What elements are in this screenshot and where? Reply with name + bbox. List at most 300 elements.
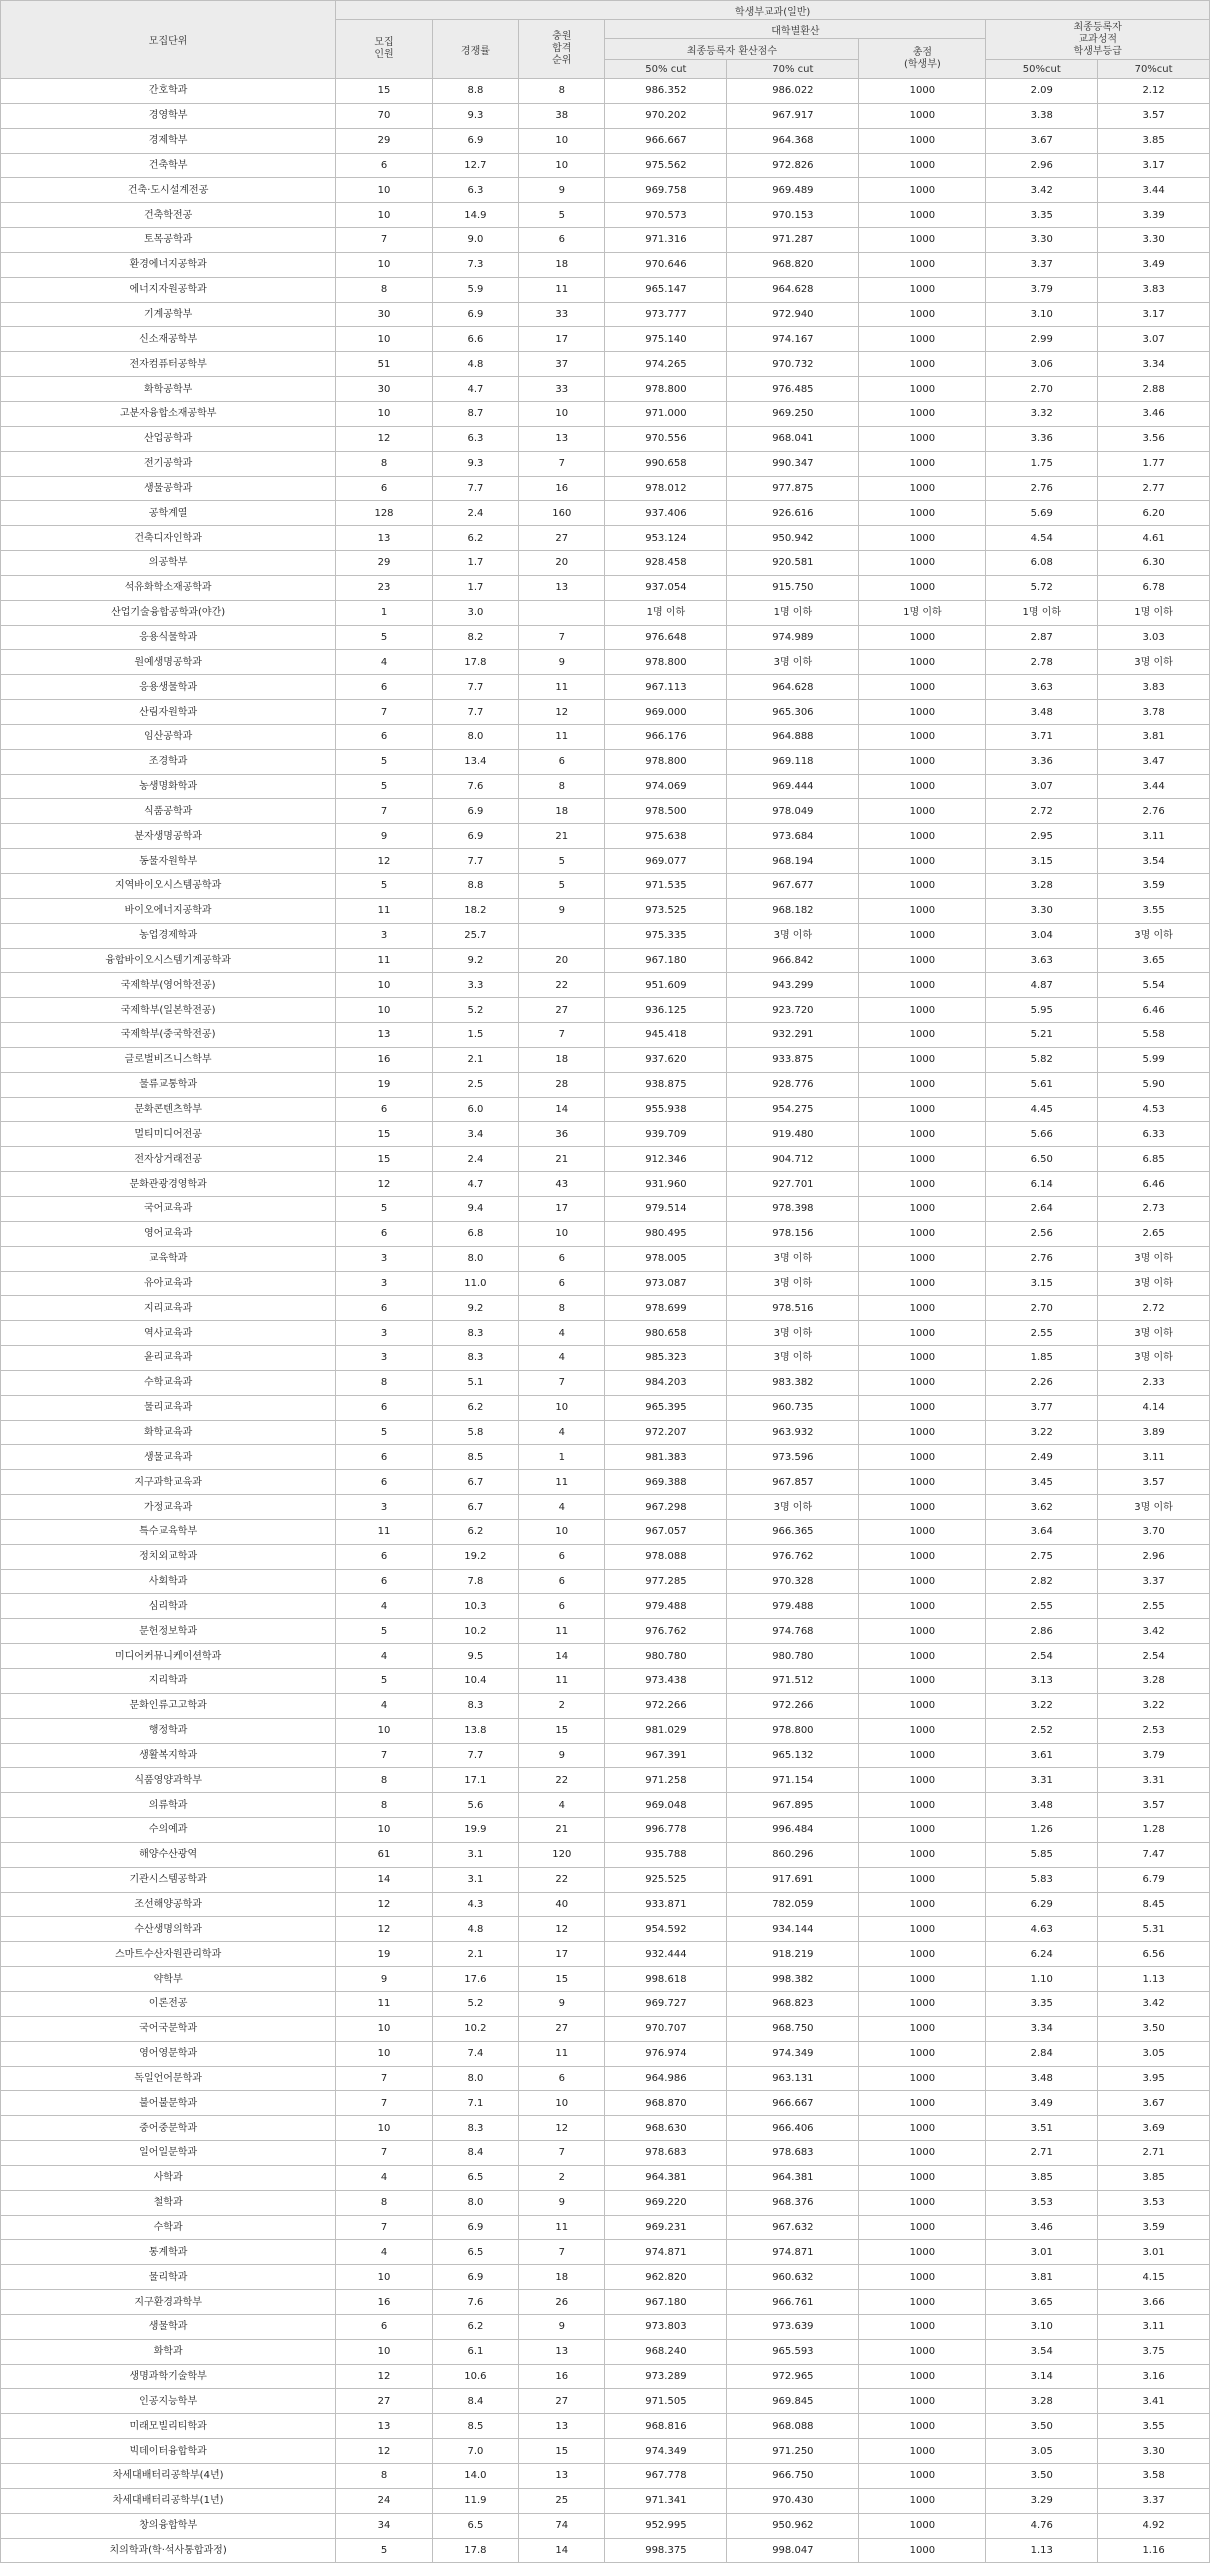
cell-quota: 15 bbox=[336, 79, 433, 104]
cell-grade50: 2.96 bbox=[986, 153, 1098, 178]
table-row bbox=[1, 2066, 1210, 2091]
cell-rank: 4 bbox=[519, 1495, 605, 1520]
cell-cut50: 945.418 bbox=[605, 1023, 727, 1048]
cell-grade50: 1.26 bbox=[986, 1818, 1098, 1843]
cell-unit: 빅데이터융합학과 bbox=[1, 2439, 336, 2464]
cell-quota: 11 bbox=[336, 1519, 433, 1544]
cell-cut70: 971.287 bbox=[727, 228, 859, 253]
cell-competition: 11.0 bbox=[432, 1271, 518, 1296]
cell-grade70: 4.15 bbox=[1098, 2265, 1210, 2290]
cell-rank: 21 bbox=[519, 824, 605, 849]
cell-grade70: 6.46 bbox=[1098, 1172, 1210, 1197]
cell-unit: 일어일문학과 bbox=[1, 2141, 336, 2166]
table-row bbox=[1, 1842, 1210, 1867]
cell-quota: 7 bbox=[336, 799, 433, 824]
cell-cut70: 966.406 bbox=[727, 2116, 859, 2141]
cell-quota: 30 bbox=[336, 377, 433, 402]
cell-total: 1000 bbox=[859, 302, 986, 327]
cell-unit: 식품공학과 bbox=[1, 799, 336, 824]
cell-total: 1000 bbox=[859, 1942, 986, 1967]
cell-grade50: 3.13 bbox=[986, 1669, 1098, 1694]
cell-grade50: 3.48 bbox=[986, 2066, 1098, 2091]
cell-competition: 13.8 bbox=[432, 1718, 518, 1743]
cell-grade50: 3.32 bbox=[986, 401, 1098, 426]
cell-cut70: 966.750 bbox=[727, 2464, 859, 2489]
cell-grade70: 3.57 bbox=[1098, 103, 1210, 128]
cell-grade70: 3.34 bbox=[1098, 352, 1210, 377]
cell-cut70: 967.677 bbox=[727, 874, 859, 899]
cell-rank: 27 bbox=[519, 2016, 605, 2041]
cell-grade50: 3.53 bbox=[986, 2190, 1098, 2215]
cell-cut50: 973.777 bbox=[605, 302, 727, 327]
cell-grade50: 3.30 bbox=[986, 898, 1098, 923]
cell-competition: 2.4 bbox=[432, 501, 518, 526]
cell-rank: 7 bbox=[519, 2240, 605, 2265]
cell-total: 1000 bbox=[859, 526, 986, 551]
cell-rank: 160 bbox=[519, 501, 605, 526]
cell-rank: 10 bbox=[519, 2091, 605, 2116]
cell-grade50: 2.70 bbox=[986, 377, 1098, 402]
cell-rank: 1 bbox=[519, 1445, 605, 1470]
cell-unit: 임산공학과 bbox=[1, 724, 336, 749]
cell-grade70: 3.83 bbox=[1098, 277, 1210, 302]
cell-competition: 17.8 bbox=[432, 2538, 518, 2563]
cell-competition: 19.9 bbox=[432, 1818, 518, 1843]
cell-cut50: 971.316 bbox=[605, 228, 727, 253]
cell-cut50: 972.266 bbox=[605, 1693, 727, 1718]
cell-cut50: 986.352 bbox=[605, 79, 727, 104]
cell-rank: 6 bbox=[519, 228, 605, 253]
cell-grade50: 3.65 bbox=[986, 2290, 1098, 2315]
cell-cut70: 979.488 bbox=[727, 1594, 859, 1619]
cell-grade70: 2.54 bbox=[1098, 1644, 1210, 1669]
table-row bbox=[1, 2488, 1210, 2513]
cell-cut50: 937.406 bbox=[605, 501, 727, 526]
cell-rank: 22 bbox=[519, 973, 605, 998]
cell-quota: 6 bbox=[336, 724, 433, 749]
cell-unit: 지리교육과 bbox=[1, 1296, 336, 1321]
header-conversion-group: 대학별환산 bbox=[605, 20, 986, 39]
cell-grade70: 3.03 bbox=[1098, 625, 1210, 650]
cell-competition: 9.0 bbox=[432, 228, 518, 253]
cell-grade70: 3.55 bbox=[1098, 898, 1210, 923]
cell-quota: 12 bbox=[336, 426, 433, 451]
cell-competition: 6.9 bbox=[432, 128, 518, 153]
header-cut70: 70% cut bbox=[727, 60, 859, 79]
cell-competition: 8.0 bbox=[432, 2190, 518, 2215]
cell-grade50: 2.55 bbox=[986, 1321, 1098, 1346]
table-row bbox=[1, 1172, 1210, 1197]
cell-grade50: 2.64 bbox=[986, 1196, 1098, 1221]
cell-unit: 응용식물학과 bbox=[1, 625, 336, 650]
cell-total: 1000 bbox=[859, 1917, 986, 1942]
cell-unit: 멀티미디어전공 bbox=[1, 1122, 336, 1147]
cell-total: 1000 bbox=[859, 1370, 986, 1395]
cell-cut50: 985.323 bbox=[605, 1346, 727, 1371]
cell-rank: 9 bbox=[519, 650, 605, 675]
cell-grade50: 3.48 bbox=[986, 700, 1098, 725]
cell-cut50: 962.820 bbox=[605, 2265, 727, 2290]
cell-cut70: 934.144 bbox=[727, 1917, 859, 1942]
cell-total: 1000 bbox=[859, 501, 986, 526]
cell-cut70: 969.444 bbox=[727, 774, 859, 799]
table-row bbox=[1, 1221, 1210, 1246]
cell-cut50: 978.088 bbox=[605, 1544, 727, 1569]
cell-competition: 9.2 bbox=[432, 948, 518, 973]
cell-grade50: 5.83 bbox=[986, 1867, 1098, 1892]
cell-unit: 행정학과 bbox=[1, 1718, 336, 1743]
table-row bbox=[1, 700, 1210, 725]
cell-cut70: 998.047 bbox=[727, 2538, 859, 2563]
cell-quota: 128 bbox=[336, 501, 433, 526]
cell-cut50: 912.346 bbox=[605, 1147, 727, 1172]
cell-cut50: 975.638 bbox=[605, 824, 727, 849]
table-row bbox=[1, 1346, 1210, 1371]
cell-rank: 33 bbox=[519, 302, 605, 327]
cell-rank: 18 bbox=[519, 799, 605, 824]
cell-cut70: 978.398 bbox=[727, 1196, 859, 1221]
cell-competition: 8.8 bbox=[432, 874, 518, 899]
cell-rank: 5 bbox=[519, 874, 605, 899]
table-row bbox=[1, 203, 1210, 228]
cell-rank: 2 bbox=[519, 2165, 605, 2190]
cell-rank: 17 bbox=[519, 327, 605, 352]
cell-grade50: 3.50 bbox=[986, 2414, 1098, 2439]
cell-total: 1000 bbox=[859, 252, 986, 277]
cell-cut50: 973.803 bbox=[605, 2314, 727, 2339]
cell-quota: 12 bbox=[336, 2364, 433, 2389]
cell-cut70: 964.628 bbox=[727, 277, 859, 302]
table-row bbox=[1, 178, 1210, 203]
cell-rank: 6 bbox=[519, 1544, 605, 1569]
cell-grade50: 3.67 bbox=[986, 128, 1098, 153]
cell-quota: 14 bbox=[336, 1867, 433, 1892]
cell-competition: 18.2 bbox=[432, 898, 518, 923]
cell-grade50: 5.82 bbox=[986, 1047, 1098, 1072]
table-row bbox=[1, 451, 1210, 476]
table-row bbox=[1, 1470, 1210, 1495]
cell-quota: 70 bbox=[336, 103, 433, 128]
cell-unit: 산업공학과 bbox=[1, 426, 336, 451]
cell-grade70: 3.55 bbox=[1098, 2414, 1210, 2439]
cell-quota: 16 bbox=[336, 2290, 433, 2315]
cell-unit: 생물학과 bbox=[1, 2314, 336, 2339]
cell-total: 1000 bbox=[859, 2464, 986, 2489]
cell-competition: 8.3 bbox=[432, 1321, 518, 1346]
cell-cut70: 970.430 bbox=[727, 2488, 859, 2513]
cell-cut70: 964.381 bbox=[727, 2165, 859, 2190]
cell-cut70: 971.512 bbox=[727, 1669, 859, 1694]
cell-cut50: 969.000 bbox=[605, 700, 727, 725]
cell-unit: 생물교육과 bbox=[1, 1445, 336, 1470]
table-row bbox=[1, 277, 1210, 302]
table-row bbox=[1, 874, 1210, 899]
cell-quota: 6 bbox=[336, 1221, 433, 1246]
cell-rank: 27 bbox=[519, 2389, 605, 2414]
cell-unit: 국어국문학과 bbox=[1, 2016, 336, 2041]
cell-quota: 19 bbox=[336, 1942, 433, 1967]
cell-cut70: 3명 이하 bbox=[727, 650, 859, 675]
cell-cut70: 932.291 bbox=[727, 1023, 859, 1048]
cell-quota: 11 bbox=[336, 898, 433, 923]
cell-unit: 차세대배터리공학부(1년) bbox=[1, 2488, 336, 2513]
cell-cut70: 974.768 bbox=[727, 1619, 859, 1644]
cell-grade50: 6.14 bbox=[986, 1172, 1098, 1197]
cell-cut70: 978.516 bbox=[727, 1296, 859, 1321]
cell-total: 1000 bbox=[859, 1519, 986, 1544]
table-row bbox=[1, 625, 1210, 650]
cell-unit: 이론전공 bbox=[1, 1991, 336, 2016]
cell-total: 1000 bbox=[859, 153, 986, 178]
cell-quota: 61 bbox=[336, 1842, 433, 1867]
cell-grade50: 4.63 bbox=[986, 1917, 1098, 1942]
cell-unit: 경제학부 bbox=[1, 128, 336, 153]
cell-total: 1000 bbox=[859, 1271, 986, 1296]
cell-cut50: 965.147 bbox=[605, 277, 727, 302]
cell-cut70: 966.365 bbox=[727, 1519, 859, 1544]
cell-cut70: 968.820 bbox=[727, 252, 859, 277]
cell-total: 1000 bbox=[859, 1718, 986, 1743]
cell-unit: 기관시스템공학과 bbox=[1, 1867, 336, 1892]
cell-cut70: 965.306 bbox=[727, 700, 859, 725]
cell-quota: 7 bbox=[336, 1743, 433, 1768]
cell-rank: 15 bbox=[519, 1718, 605, 1743]
cell-competition: 9.3 bbox=[432, 451, 518, 476]
cell-grade70: 3명 이하 bbox=[1098, 1346, 1210, 1371]
cell-unit: 건축학전공 bbox=[1, 203, 336, 228]
cell-grade70: 2.96 bbox=[1098, 1544, 1210, 1569]
cell-cut70: 986.022 bbox=[727, 79, 859, 104]
cell-total: 1000 bbox=[859, 824, 986, 849]
cell-rank: 18 bbox=[519, 1047, 605, 1072]
cell-grade70: 3.17 bbox=[1098, 302, 1210, 327]
cell-competition: 7.0 bbox=[432, 2439, 518, 2464]
cell-grade70: 3.07 bbox=[1098, 327, 1210, 352]
cell-unit: 간호학과 bbox=[1, 79, 336, 104]
cell-competition: 14.0 bbox=[432, 2464, 518, 2489]
header-final-score: 최종등록자 환산점수 bbox=[605, 39, 859, 60]
cell-quota: 7 bbox=[336, 228, 433, 253]
cell-grade50: 5.61 bbox=[986, 1072, 1098, 1097]
cell-quota: 10 bbox=[336, 998, 433, 1023]
cell-grade70: 1.13 bbox=[1098, 1967, 1210, 1992]
cell-grade70: 6.46 bbox=[1098, 998, 1210, 1023]
cell-unit: 바이오에너지공학과 bbox=[1, 898, 336, 923]
cell-rank: 13 bbox=[519, 2464, 605, 2489]
cell-quota: 19 bbox=[336, 1072, 433, 1097]
cell-grade70: 3.70 bbox=[1098, 1519, 1210, 1544]
cell-competition: 12.7 bbox=[432, 153, 518, 178]
cell-competition: 4.7 bbox=[432, 377, 518, 402]
cell-grade70: 3명 이하 bbox=[1098, 1246, 1210, 1271]
cell-grade50: 2.99 bbox=[986, 327, 1098, 352]
cell-cut70: 782.059 bbox=[727, 1892, 859, 1917]
cell-unit: 경영학부 bbox=[1, 103, 336, 128]
cell-total: 1000 bbox=[859, 277, 986, 302]
cell-grade50: 2.84 bbox=[986, 2041, 1098, 2066]
table-row bbox=[1, 2513, 1210, 2538]
cell-grade70: 3.37 bbox=[1098, 2488, 1210, 2513]
cell-unit: 생활복지학과 bbox=[1, 1743, 336, 1768]
cell-cut70: 960.735 bbox=[727, 1395, 859, 1420]
cell-competition: 6.1 bbox=[432, 2339, 518, 2364]
cell-competition: 10.2 bbox=[432, 1619, 518, 1644]
table-row bbox=[1, 1271, 1210, 1296]
cell-unit: 사학과 bbox=[1, 2165, 336, 2190]
cell-cut50: 969.220 bbox=[605, 2190, 727, 2215]
cell-competition: 8.0 bbox=[432, 1246, 518, 1271]
table-row bbox=[1, 1793, 1210, 1818]
cell-quota: 10 bbox=[336, 2339, 433, 2364]
cell-rank: 10 bbox=[519, 401, 605, 426]
cell-unit: 중어중문학과 bbox=[1, 2116, 336, 2141]
cell-unit: 역사교육과 bbox=[1, 1321, 336, 1346]
cell-grade50: 2.95 bbox=[986, 824, 1098, 849]
cell-total: 1000 bbox=[859, 1023, 986, 1048]
table-row bbox=[1, 2190, 1210, 2215]
cell-quota: 6 bbox=[336, 1296, 433, 1321]
cell-cut70: 954.275 bbox=[727, 1097, 859, 1122]
cell-cut50: 935.788 bbox=[605, 1842, 727, 1867]
cell-grade50: 3.49 bbox=[986, 2091, 1098, 2116]
cell-total: 1000 bbox=[859, 1196, 986, 1221]
cell-grade50: 3.10 bbox=[986, 2314, 1098, 2339]
cell-competition: 11.9 bbox=[432, 2488, 518, 2513]
cell-cut50: 970.573 bbox=[605, 203, 727, 228]
table-row bbox=[1, 2538, 1210, 2563]
cell-grade70: 3.22 bbox=[1098, 1693, 1210, 1718]
cell-cut50: 954.592 bbox=[605, 1917, 727, 1942]
cell-total: 1000 bbox=[859, 178, 986, 203]
cell-grade50: 3.45 bbox=[986, 1470, 1098, 1495]
cell-competition: 10.2 bbox=[432, 2016, 518, 2041]
cell-cut70: 967.857 bbox=[727, 1470, 859, 1495]
cell-grade50: 3.05 bbox=[986, 2439, 1098, 2464]
table-row bbox=[1, 2165, 1210, 2190]
cell-cut70: 969.250 bbox=[727, 401, 859, 426]
cell-total: 1000 bbox=[859, 575, 986, 600]
cell-quota: 13 bbox=[336, 1023, 433, 1048]
table-row bbox=[1, 675, 1210, 700]
cell-cut50: 976.974 bbox=[605, 2041, 727, 2066]
header-main-group: 학생부교과(일반) bbox=[336, 1, 1210, 20]
cell-grade70: 5.90 bbox=[1098, 1072, 1210, 1097]
cell-rank: 10 bbox=[519, 1221, 605, 1246]
cell-cut50: 979.514 bbox=[605, 1196, 727, 1221]
cell-cut70: 978.800 bbox=[727, 1718, 859, 1743]
cell-cut50: 967.113 bbox=[605, 675, 727, 700]
cell-grade70: 5.58 bbox=[1098, 1023, 1210, 1048]
cell-competition: 6.9 bbox=[432, 799, 518, 824]
cell-quota: 10 bbox=[336, 252, 433, 277]
cell-grade70: 2.33 bbox=[1098, 1370, 1210, 1395]
cell-grade70: 3.05 bbox=[1098, 2041, 1210, 2066]
cell-grade70: 3.69 bbox=[1098, 2116, 1210, 2141]
table-row bbox=[1, 1495, 1210, 1520]
cell-cut70: 974.349 bbox=[727, 2041, 859, 2066]
cell-grade50: 1.85 bbox=[986, 1346, 1098, 1371]
cell-total: 1000 bbox=[859, 1991, 986, 2016]
cell-total: 1000 bbox=[859, 2091, 986, 2116]
cell-rank: 5 bbox=[519, 849, 605, 874]
cell-unit: 통계학과 bbox=[1, 2240, 336, 2265]
cell-rank: 2 bbox=[519, 1693, 605, 1718]
cell-quota: 10 bbox=[336, 2016, 433, 2041]
cell-cut50: 967.391 bbox=[605, 1743, 727, 1768]
table-row bbox=[1, 2290, 1210, 2315]
cell-competition: 2.4 bbox=[432, 1147, 518, 1172]
cell-cut50: 968.240 bbox=[605, 2339, 727, 2364]
cell-quota: 7 bbox=[336, 2141, 433, 2166]
table-row bbox=[1, 2116, 1210, 2141]
cell-total: 1000 bbox=[859, 1321, 986, 1346]
cell-quota: 4 bbox=[336, 1693, 433, 1718]
cell-total: 1000 bbox=[859, 1818, 986, 1843]
cell-grade50: 4.45 bbox=[986, 1097, 1098, 1122]
cell-grade50: 3.36 bbox=[986, 749, 1098, 774]
cell-competition: 9.5 bbox=[432, 1644, 518, 1669]
cell-grade50: 6.50 bbox=[986, 1147, 1098, 1172]
cell-competition: 2.1 bbox=[432, 1047, 518, 1072]
cell-cut50: 978.683 bbox=[605, 2141, 727, 2166]
cell-rank: 20 bbox=[519, 948, 605, 973]
cell-unit: 원예생명공학과 bbox=[1, 650, 336, 675]
cell-grade50: 6.29 bbox=[986, 1892, 1098, 1917]
cell-cut50: 998.618 bbox=[605, 1967, 727, 1992]
cell-total: 1000 bbox=[859, 1594, 986, 1619]
cell-total: 1000 bbox=[859, 1867, 986, 1892]
cell-cut50: 966.667 bbox=[605, 128, 727, 153]
cell-cut70: 974.167 bbox=[727, 327, 859, 352]
cell-unit: 영어교육과 bbox=[1, 1221, 336, 1246]
cell-unit: 불어불문학과 bbox=[1, 2091, 336, 2116]
cell-rank: 6 bbox=[519, 1271, 605, 1296]
cell-cut70: 978.156 bbox=[727, 1221, 859, 1246]
cell-cut70: 920.581 bbox=[727, 551, 859, 576]
cell-cut50: 964.381 bbox=[605, 2165, 727, 2190]
cell-cut70: 973.639 bbox=[727, 2314, 859, 2339]
cell-rank: 11 bbox=[519, 2041, 605, 2066]
cell-grade70: 2.12 bbox=[1098, 79, 1210, 104]
cell-rank: 25 bbox=[519, 2488, 605, 2513]
cell-quota: 8 bbox=[336, 451, 433, 476]
cell-quota: 4 bbox=[336, 2240, 433, 2265]
cell-grade70: 3명 이하 bbox=[1098, 1321, 1210, 1346]
cell-unit: 전기공학과 bbox=[1, 451, 336, 476]
cell-cut50: 968.816 bbox=[605, 2414, 727, 2439]
cell-cut50: 964.986 bbox=[605, 2066, 727, 2091]
cell-rank: 6 bbox=[519, 1246, 605, 1271]
cell-unit: 건축·도시설계전공 bbox=[1, 178, 336, 203]
cell-total: 1000 bbox=[859, 2389, 986, 2414]
table-row bbox=[1, 799, 1210, 824]
cell-cut70: 963.131 bbox=[727, 2066, 859, 2091]
cell-rank: 6 bbox=[519, 1569, 605, 1594]
cell-competition: 6.3 bbox=[432, 178, 518, 203]
cell-cut50: 970.707 bbox=[605, 2016, 727, 2041]
cell-grade70: 6.30 bbox=[1098, 551, 1210, 576]
cell-rank: 13 bbox=[519, 426, 605, 451]
cell-quota: 34 bbox=[336, 2513, 433, 2538]
cell-total: 1000 bbox=[859, 1967, 986, 1992]
cell-cut50: 939.709 bbox=[605, 1122, 727, 1147]
cell-quota: 3 bbox=[336, 1321, 433, 1346]
cell-cut50: 969.388 bbox=[605, 1470, 727, 1495]
cell-grade70: 2.71 bbox=[1098, 2141, 1210, 2166]
cell-competition: 7.8 bbox=[432, 1569, 518, 1594]
cell-cut50: 951.609 bbox=[605, 973, 727, 998]
cell-rank: 12 bbox=[519, 1917, 605, 1942]
